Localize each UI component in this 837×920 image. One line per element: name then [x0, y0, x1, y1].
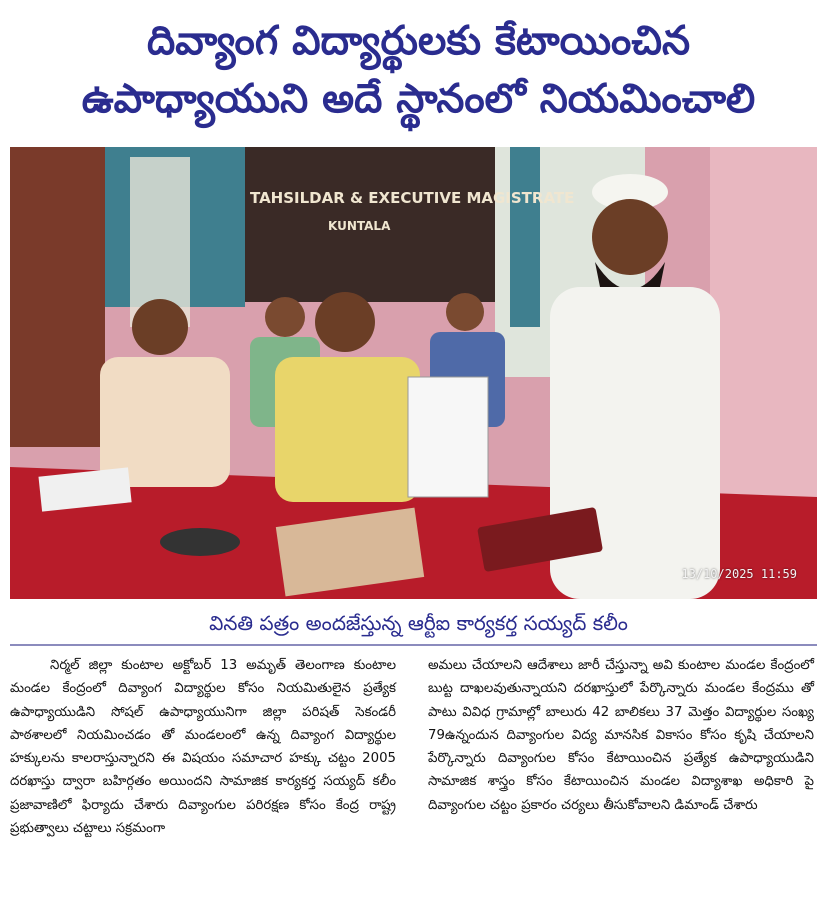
door — [10, 147, 105, 447]
person-head — [265, 297, 305, 337]
office-sign-title: TAHSILDAR & EXECUTIVE MAGISTRATE — [250, 189, 575, 207]
office-sign-place: KUNTALA — [328, 219, 391, 233]
person-head — [315, 292, 375, 352]
person-head — [592, 199, 668, 275]
person-shirt — [275, 357, 420, 502]
person-head — [446, 293, 484, 331]
article-column-right: అమలు చేయాలని ఆదేశాలు జారీ చేస్తున్నా అవి కుంటాల మండల కేంద్రంలో బుట్ట దాఖలవుతున్నాయని దరఖాస్తులో పేర్కొన్నారు మండల కేంద్రము తో పాటు వివిధ గ్రామాల్లో బాలురు 42 బాలికలు 37 మెత్తం విద్యార్థుల సంఖ్య 79ఉన్నందున దివ్యాంగుల విద్య మానసిక వికాసం కోసం కృషి చేయాలని పేర్కొన్నారు దివ్యాంగుల కోసం కేటాయించిన ప్రత్యేక ఉపాధ్యాయుడిని సామాజిక శాస్త్రం కోసం కేటాయించిన మండల విద్యాశాఖ అధికారి పై దివ్యాంగుల చట్టం ప్రకారం చర్యలు తీసుకోవాలని డిమాండ్ చేశారు — [428, 658, 814, 813]
headline-line-2: ఉపాధ్యాయుని అదే స్థానంలో నియమించాలి — [81, 76, 756, 122]
photo-timestamp: 13/10/2025 11:59 — [681, 567, 797, 581]
caption-divider — [10, 644, 817, 646]
news-photo — [10, 147, 817, 599]
window-right — [510, 147, 540, 327]
photo-illustration — [10, 147, 817, 599]
person-shirt — [100, 357, 230, 487]
photo-caption: వినతి పత్రం అందజేస్తున్న ఆర్టీఐ కార్యకర్త సయ్యద్ కలీం — [209, 611, 628, 635]
microphone-base — [160, 528, 240, 556]
petition-document — [408, 377, 488, 497]
person-head — [132, 299, 188, 355]
headline-line-1: దివ్యాంగ విద్యార్థులకు కేటాయించిన — [146, 18, 691, 64]
article-column-left: నిర్మల్ జిల్లా కుంటాల అక్టోబర్ 13 అమృత్ తెలంగాణ కుంటాల మండల కేంద్రంలో దివ్యాంగ విద్యార్థుల కోసం నియమితులైన ప్రత్యేక ఉపాధ్యాయుడిని సోషల్ ఉపాధ్యాయునిగా జిల్లా పరిషత్ సెకండరీ పాఠశాలలో నియమించడం తో మండలంలో ఉన్న దివ్యాంగ విద్యార్థుల హక్కులను కాలరాస్తున్నారని ఈ విషయం సమాచార హక్కు చట్టం 2005 దరఖాస్తు ద్వారా బహిర్గతం అయిందని సామాజిక కార్యకర్త సయ్యద్ కలీం ప్రజావాణిలో ఫిర్యాదు చేశారు దివ్యాంగుల పరిరక్షణ కోసం కేంద్ర రాష్ట్ర ప్రభుత్వాలు చట్టాలు సక్రమంగా — [10, 658, 396, 837]
headline — [0, 12, 837, 128]
